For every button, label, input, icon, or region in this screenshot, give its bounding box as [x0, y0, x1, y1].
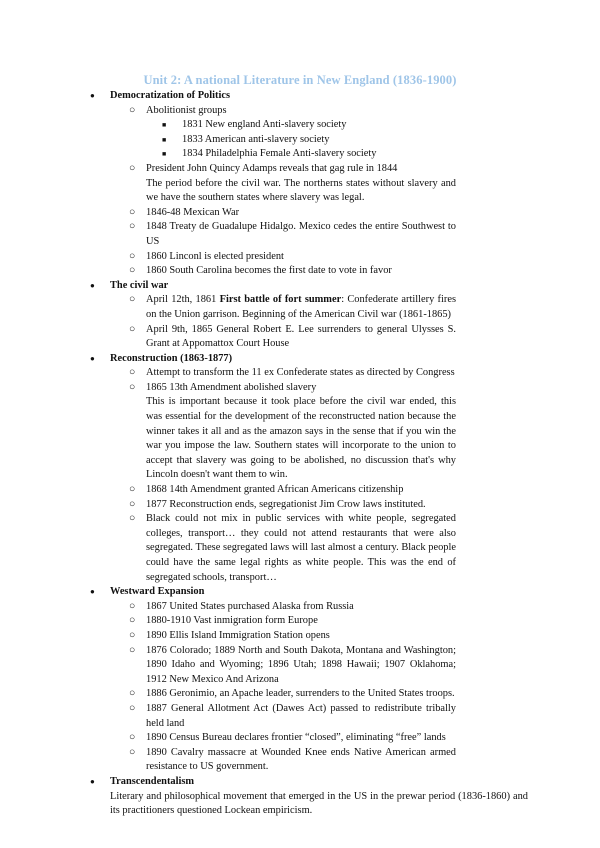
list-item — [0, 512, 528, 585]
item-text: 1887 General Allotment Act (Dawes Act) passed to redistribute tribally held land — [146, 702, 456, 729]
list-item — [0, 366, 528, 381]
bullet-circle-icon: ○ — [129, 688, 136, 700]
bullet-circle-icon: ○ — [129, 498, 136, 510]
sub-list — [110, 600, 528, 775]
list-item — [0, 687, 528, 702]
list-item — [0, 147, 456, 162]
bullet-circle-icon: ○ — [129, 367, 136, 379]
sub-sub-list — [146, 118, 456, 162]
page-title: Unit 2: A national Literature in New England (1836-1900) — [143, 73, 457, 87]
section-transcendentalism — [0, 775, 600, 819]
section-civil-war — [0, 279, 600, 352]
sub-list — [110, 293, 528, 351]
list-item — [0, 323, 528, 352]
list-item — [0, 264, 528, 279]
bullet-square-icon: ■ — [162, 150, 167, 159]
bullet-dot-icon: ● — [90, 280, 95, 290]
list-item — [0, 629, 528, 644]
bullet-circle-icon: ○ — [129, 615, 136, 627]
item-text: 1846-48 Mexican War — [146, 206, 240, 218]
bullet-dot-icon: ● — [90, 91, 95, 100]
list-item — [0, 162, 528, 206]
sub-list — [110, 366, 528, 585]
item-note: This is important because it took place before the civil war ended, this was essential for the development of the reconstructed nation because the winner takes it all and as the amazon says in the sense that if you win the war you impose the law. Southern states will incorporate to the union to accept that slavery was going to be abolished, no discussion that's why Lincoln doesn't want them to win. — [146, 396, 456, 481]
bullet-circle-icon: ○ — [129, 629, 136, 641]
list-item — [0, 133, 456, 148]
list-item — [0, 104, 528, 162]
section-heading: Reconstruction (1863-1877) — [110, 352, 233, 364]
item-text: Abolitionist groups — [146, 104, 227, 116]
bullet-dot-icon: ● — [90, 353, 95, 363]
bullet-circle-icon: ○ — [129, 221, 136, 233]
list-item — [0, 118, 456, 133]
bullet-circle-icon: ○ — [129, 600, 136, 612]
list-item — [0, 220, 528, 249]
bullet-circle-icon: ○ — [129, 323, 136, 335]
list-item — [0, 483, 528, 498]
bullet-circle-icon: ○ — [129, 250, 136, 262]
item-text: 1868 14th Amendment granted African Americans citizenship — [146, 484, 404, 496]
section-heading: Transcendentalism — [110, 775, 195, 787]
bullet-circle-icon: ○ — [129, 644, 136, 656]
bullet-dot-icon: ● — [90, 776, 95, 786]
list-item — [0, 614, 528, 629]
section-reconstruction — [0, 352, 600, 586]
item-text-lead: April 12th, 1861 — [146, 294, 220, 306]
section-heading: Democratization of Politics — [110, 90, 231, 101]
item-note: The period before the civil war. The northerns states without slavery and we have the southern states where slavery was legal. — [146, 177, 456, 204]
item-text: 1860 South Carolina becomes the first date to vote in favor — [146, 265, 392, 277]
section-paragraph: Literary and philosophical movement that emerged in the US in the prewar period (1836-1860) and its practitioners questioned Lockean empiricism. — [110, 790, 528, 817]
bullet-circle-icon: ○ — [129, 732, 136, 744]
bullet-circle-icon: ○ — [129, 381, 136, 393]
bullet-circle-icon: ○ — [129, 484, 136, 496]
section-democratization — [0, 89, 600, 279]
item-text: Attempt to transform the 11 ex Confederate states as directed by Congress — [146, 367, 455, 379]
section-heading: Westward Expansion — [110, 586, 205, 598]
bullet-circle-icon: ○ — [129, 265, 136, 277]
item-text — [146, 293, 456, 322]
list-item — [0, 206, 528, 221]
item-text-bold: First battle of fort summer — [219, 294, 342, 306]
list-item — [0, 600, 528, 615]
list-item — [0, 702, 528, 731]
item-text: 1834 Philadelphia Female Anti-slavery society — [182, 148, 377, 160]
item-text: 1890 Ellis Island Immigration Station opens — [146, 629, 330, 641]
bullet-square-icon: ■ — [162, 135, 167, 144]
list-item — [0, 644, 528, 688]
bullet-circle-icon: ○ — [129, 104, 136, 116]
list-item — [0, 381, 528, 483]
list-item — [0, 731, 528, 746]
sub-list — [110, 104, 528, 279]
bullet-circle-icon: ○ — [129, 746, 136, 758]
item-text: 1880-1910 Vast inmigration form Europe — [146, 615, 318, 627]
document-body — [0, 89, 600, 819]
list-item — [0, 746, 528, 775]
list-item — [0, 293, 528, 322]
list-item — [0, 498, 528, 513]
bullet-circle-icon: ○ — [129, 294, 136, 306]
item-text: 1886 Geronimio, an Apache leader, surrenders to the United States troops. — [146, 688, 455, 700]
item-text: 1865 13th Amendment abolished slavery — [146, 381, 317, 393]
item-text: 1876 Colorado; 1889 North and South Dakota, Montana and Washington; 1890 Idaho and Wyoming; 1896 Utah; 1898 Hawaii; 1907 Oklahoma; 1912 New Mexico And Arizona — [146, 644, 456, 685]
bullet-dot-icon: ● — [90, 587, 95, 597]
item-text: 1890 Cavalry massacre at Wounded Knee ends Native American armed resistance to US government. — [146, 746, 456, 773]
item-text: President John Quincy Adamps reveals that gag rule in 1844 — [146, 162, 398, 174]
item-text: 1867 United States purchased Alaska from Russia — [146, 600, 354, 612]
item-text: April 9th, 1865 General Robert E. Lee surrenders to general Ulysses S. Grant at Appomattox Court House — [146, 323, 456, 350]
bullet-circle-icon: ○ — [129, 513, 136, 525]
item-text: 1831 New england Anti-slavery society — [182, 119, 347, 131]
bullet-circle-icon: ○ — [129, 206, 136, 218]
item-text: 1860 Linconl is elected president — [146, 250, 284, 262]
item-text: Black could not mix in public services with white people, segregated colleges, transport… they could not attend restaurants that were also segregated. These segregated laws will last almost a century. Black people could have the same legal rights as white people. This was the end of segregated schools, transport… — [146, 513, 456, 583]
section-westward-expansion — [0, 585, 600, 775]
item-text: 1848 Treaty de Guadalupe Hidalgo. Mexico cedes the entire Southwest to US — [146, 221, 456, 247]
section-heading: The civil war — [110, 279, 169, 291]
item-text: 1890 Census Bureau declares frontier “closed”, eliminating “free” lands — [146, 732, 446, 744]
bullet-circle-icon: ○ — [129, 702, 136, 714]
bullet-circle-icon: ○ — [129, 162, 136, 174]
outline-list — [0, 89, 600, 819]
bullet-square-icon: ■ — [162, 121, 167, 130]
item-text: 1877 Reconstruction ends, segregationist Jim Crow laws instituted. — [146, 498, 426, 510]
item-text: 1833 American anti-slavery society — [182, 133, 330, 145]
list-item — [0, 250, 528, 265]
item-text-rest: : Confederate artillery fires on the Union garrison. Beginning of the American Civil war (1861-1865) — [146, 294, 457, 320]
